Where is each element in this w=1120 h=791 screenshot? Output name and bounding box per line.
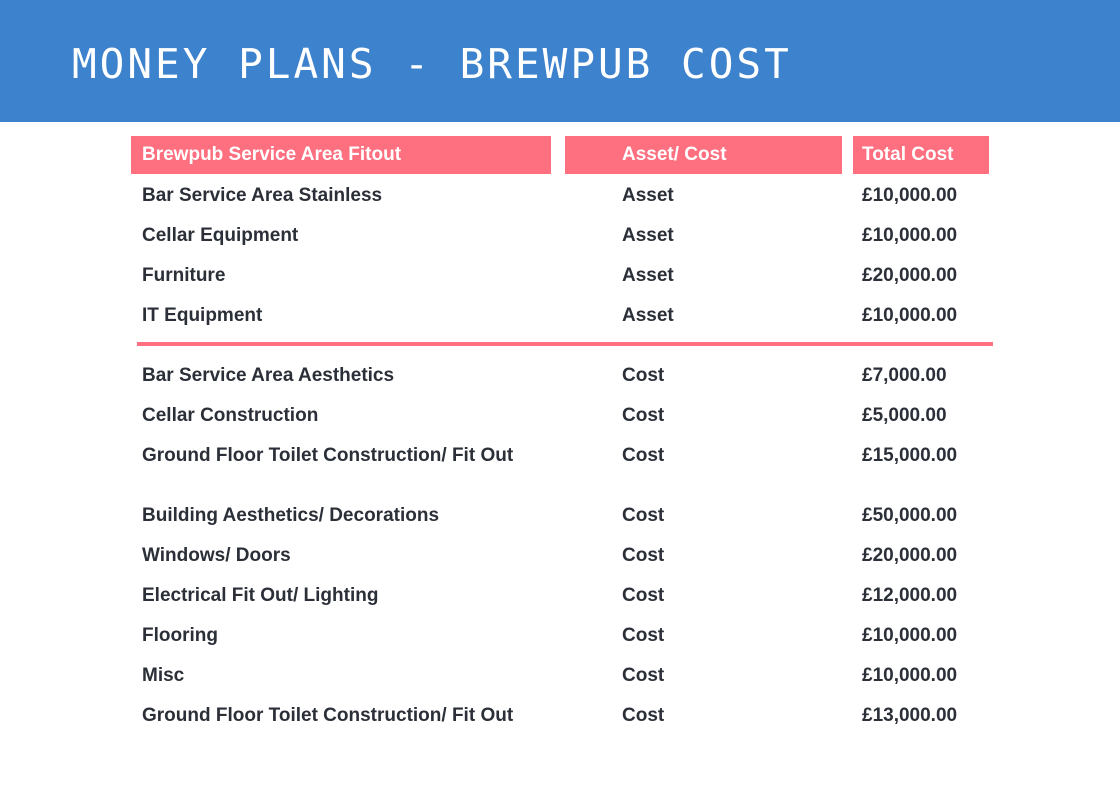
row-item: IT Equipment — [142, 305, 263, 326]
row-type: Cost — [622, 445, 665, 466]
row-cost: £15,000.00 — [862, 445, 958, 466]
row-type: Asset — [622, 185, 674, 206]
row-item: Electrical Fit Out/ Lighting — [142, 585, 379, 606]
row-item: Flooring — [142, 625, 218, 646]
table-row — [0, 576, 1120, 616]
section-divider — [137, 342, 993, 346]
row-item: Building Aesthetics/ Decorations — [142, 505, 440, 526]
row-item: Furniture — [142, 265, 226, 286]
row-cost: £50,000.00 — [862, 505, 958, 526]
table-row — [0, 356, 1120, 396]
column-header-total: Total Cost — [853, 136, 989, 174]
table-row — [0, 436, 1120, 476]
row-item: Ground Floor Toilet Construction/ Fit Out — [142, 705, 514, 726]
row-type: Cost — [622, 665, 665, 686]
row-type: Cost — [622, 625, 665, 646]
column-header-type: Asset/ Cost — [565, 136, 842, 174]
row-type: Asset — [622, 225, 674, 246]
row-type: Asset — [622, 305, 674, 326]
row-cost: £10,000.00 — [862, 665, 958, 686]
row-item: Ground Floor Toilet Construction/ Fit Out — [142, 445, 514, 466]
table-row — [0, 496, 1120, 536]
row-type: Cost — [622, 705, 665, 726]
table-row — [0, 176, 1120, 216]
row-type: Cost — [622, 545, 665, 566]
row-cost: £10,000.00 — [862, 185, 958, 206]
table-row — [0, 616, 1120, 656]
row-item: Cellar Construction — [142, 405, 319, 426]
table-row — [0, 536, 1120, 576]
row-cost: £12,000.00 — [862, 585, 958, 606]
row-cost: £13,000.00 — [862, 705, 958, 726]
table-row — [0, 296, 1120, 336]
table-row — [0, 656, 1120, 696]
row-item: Windows/ Doors — [142, 545, 291, 566]
row-cost: £20,000.00 — [862, 545, 958, 566]
row-cost: £10,000.00 — [862, 225, 958, 246]
row-item: Bar Service Area Stainless — [142, 185, 383, 206]
table-row — [0, 216, 1120, 256]
table-row — [0, 256, 1120, 296]
row-cost: £10,000.00 — [862, 625, 958, 646]
row-type: Cost — [622, 505, 665, 526]
row-cost: £7,000.00 — [862, 365, 947, 386]
row-item: Cellar Equipment — [142, 225, 299, 246]
row-item: Misc — [142, 665, 185, 686]
page-title: MONEY PLANS - BREWPUB COST — [72, 40, 792, 88]
row-cost: £5,000.00 — [862, 405, 947, 426]
row-type: Cost — [622, 365, 665, 386]
table-row — [0, 696, 1120, 736]
row-cost: £20,000.00 — [862, 265, 958, 286]
title-bar — [0, 0, 1120, 122]
row-type: Asset — [622, 265, 674, 286]
row-cost: £10,000.00 — [862, 305, 958, 326]
table-row — [0, 396, 1120, 436]
row-type: Cost — [622, 585, 665, 606]
column-header-item: Brewpub Service Area Fitout — [131, 136, 551, 174]
row-item: Bar Service Area Aesthetics — [142, 365, 395, 386]
row-type: Cost — [622, 405, 665, 426]
